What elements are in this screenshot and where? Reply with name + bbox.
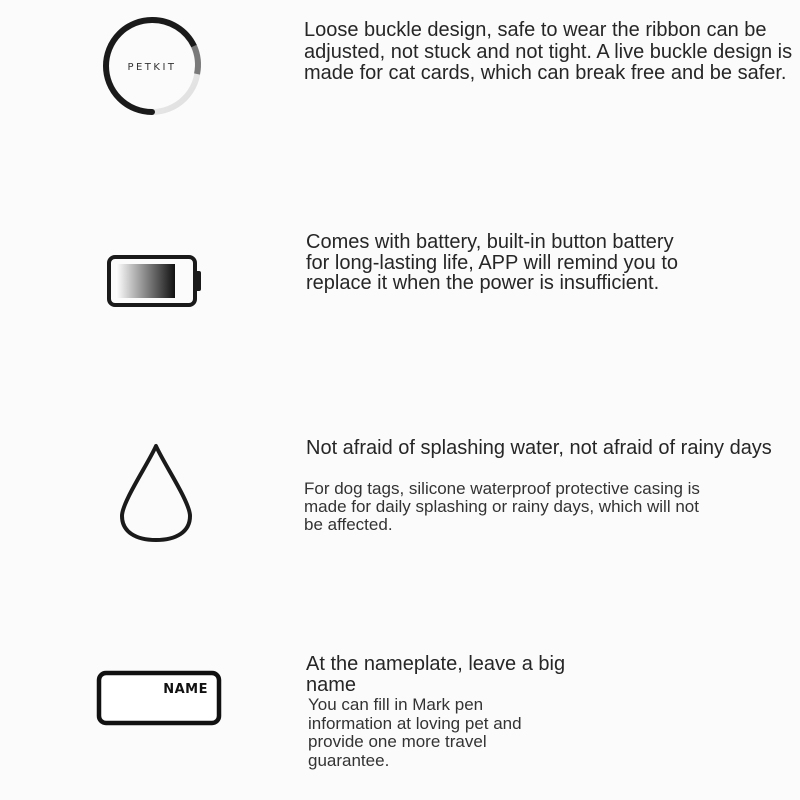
- petkit-brand-text: PETKIT: [127, 62, 177, 73]
- feature-heading: At the nameplate, leave a big name: [306, 653, 566, 696]
- battery-icon: [106, 252, 204, 310]
- nameplate-label: NAME: [163, 682, 208, 697]
- petkit-ring-logo-icon: [98, 14, 206, 118]
- feature-text: [306, 232, 686, 294]
- feature-body: You can fill in Mark pen information at loving pet and provide one more travel guarantee.: [308, 695, 522, 770]
- feature-battery: [0, 200, 800, 400]
- feature-waterproof: [0, 400, 800, 620]
- feature-heading: Comes with battery, built-in button battery for long-lasting life, APP will remind you to replace it when the power is insufficient.: [306, 231, 679, 294]
- nameplate-icon: [96, 670, 222, 726]
- feature-text: [306, 438, 796, 534]
- feature-body: For dog tags, silicone waterproof protective casing is made for daily splashing or rainy days, which will not be affected.: [304, 479, 700, 534]
- feature-heading: Not afraid of splashing water, not afraid of rainy days: [306, 437, 772, 459]
- feature-loose-buckle: [0, 0, 800, 200]
- feature-text: [304, 20, 794, 85]
- water-drop-icon: [118, 442, 194, 544]
- feature-text: [306, 654, 606, 770]
- feature-heading: Loose buckle design, safe to wear the ribbon can be adjusted, not stuck and not tight. A live buckle design is made for cat cards, which can break free and be safer.: [304, 19, 793, 84]
- feature-nameplate: [0, 620, 800, 800]
